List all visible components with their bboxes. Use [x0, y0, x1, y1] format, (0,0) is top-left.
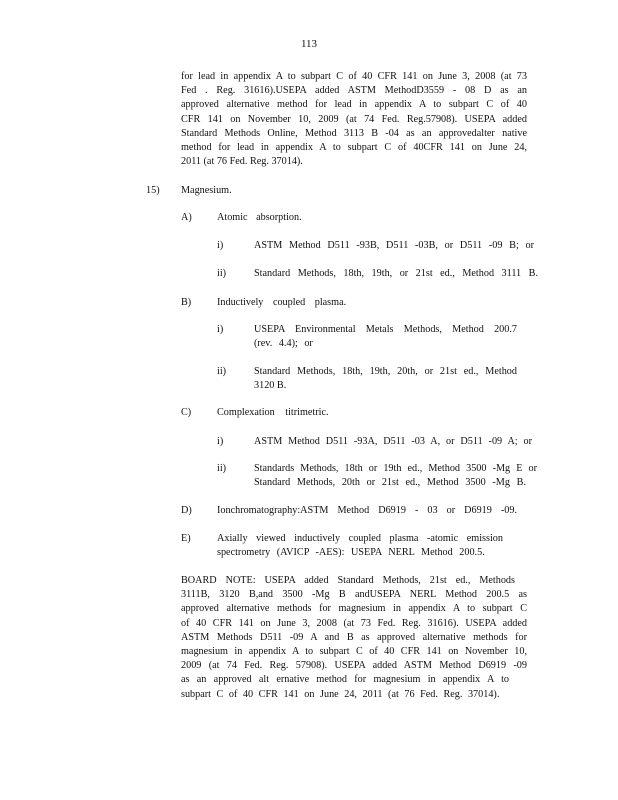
section-e-text	[217, 532, 503, 560]
section-b-i-text	[254, 323, 517, 351]
item-line: Standards Methods, 18th or 19th ed., Method 3500 -Mg E or	[254, 463, 537, 474]
section-d-letter: D)	[181, 505, 192, 516]
section-a-i-marker: i)	[217, 240, 224, 251]
section-b-letter: B)	[181, 297, 192, 308]
section-b-ii-marker: ii)	[217, 366, 227, 377]
section-a-ii-marker: ii)	[217, 268, 227, 279]
board-note-line: ASTM Methods D511 -09 A and B as approved alternative methods for	[181, 631, 527, 643]
section-c-letter: C)	[181, 407, 192, 418]
item-line: Axially viewed inductively coupled plasma -atomic emission	[217, 533, 503, 544]
section-b-title: Inductively coupled plasma.	[217, 297, 347, 308]
board-note-line: magnesium in appendix A to subpart C of 40 CFR 141 on November 10,	[181, 646, 527, 658]
item-line: 3120 B.	[254, 380, 287, 392]
section-e-letter: E)	[181, 533, 191, 544]
item-line: (rev. 4.4); or	[254, 338, 313, 350]
item-line: USEPA Environmental Metals Methods, Method 200.7	[254, 324, 517, 335]
intro-line: 2011 (at 76 Fed. Reg. 37014).	[181, 156, 303, 168]
item-line: ASTM Method D511 -93B, D511 -03B, or D511 -09 B; or	[254, 240, 534, 251]
intro-line: CFR 141 on November 10, 2009 (at 74 Fed. Reg.57908). USEPA added	[181, 113, 527, 125]
item-title: Magnesium.	[181, 185, 232, 196]
board-note-line: as an approved alt ernative method for magnesium in appendix A to	[181, 674, 509, 686]
board-note-line: BOARD NOTE: USEPA added Standard Methods, 21st ed., Methods	[181, 575, 515, 586]
section-c-i-text	[254, 435, 532, 449]
section-c-ii-marker: ii)	[217, 463, 227, 474]
intro-line: Fed . Reg. 31616).USEPA added ASTM MethodD3559 - 08 D as an	[181, 85, 527, 97]
intro-line: method for lead in appendix A to subpart C of 40CFR 141 on June 24,	[181, 142, 527, 154]
section-c-ii-text	[254, 462, 537, 490]
item-line: Standard Methods, 20th or 21st ed., Method 3500 -Mg B.	[254, 477, 526, 489]
intro-paragraph	[181, 70, 527, 169]
intro-line: approved alternative method for lead in appendix A to subpart C of 40	[181, 99, 527, 111]
board-note	[181, 574, 527, 702]
section-a-ii-text	[254, 267, 538, 281]
intro-line: for lead in appendix A to subpart C of 40 CFR 141 on June 3, 2008 (at 73	[181, 71, 527, 82]
board-note-line: 3111B, 3120 B,and 3500 -Mg B andUSEPA NERL Method 200.5 as	[181, 589, 527, 601]
board-note-line: approved alternative methods for magnesium in appendix A to subpart C	[181, 603, 527, 615]
section-a-letter: A)	[181, 212, 192, 223]
section-b-i-marker: i)	[217, 324, 224, 335]
item-line: ASTM Method D511 -93A, D511 -03 A, or D511 -09 A; or	[254, 436, 532, 447]
section-a-title: Atomic absorption.	[217, 212, 302, 223]
item-number: 15)	[146, 185, 160, 196]
board-note-line: of 40 CFR 141 on June 3, 2008 (at 73 Fed. Reg. 31616). USEPA added	[181, 617, 527, 629]
page-number: 113	[300, 38, 318, 50]
board-note-line: 2009 (at 74 Fed. Reg. 57908). USEPA added ASTM Method D6919 -09	[181, 660, 527, 672]
item-line: Standard Methods, 18th, 19th, or 21st ed., Method 3111 B.	[254, 268, 538, 279]
section-c-i-marker: i)	[217, 436, 224, 447]
intro-line: Standard Methods Online, Method 3113 B -04 as an approvedalter native	[181, 127, 527, 139]
section-c-title: Complexation titrimetric.	[217, 407, 329, 418]
section-d-text	[217, 504, 517, 518]
section-a-i-text	[254, 239, 534, 253]
board-note-line: subpart C of 40 CFR 141 on June 24, 2011 (at 76 Fed. Reg. 37014).	[181, 688, 500, 700]
item-line: spectrometry (AVICP -AES): USEPA NERL Method 200.5.	[217, 547, 485, 559]
item-line: Standard Methods, 18th, 19th, 20th, or 21st ed., Method	[254, 366, 517, 377]
section-b-ii-text	[254, 365, 517, 393]
item-line: Ionchromatography:ASTM Method D6919 - 03 or D6919 -09.	[217, 505, 517, 516]
